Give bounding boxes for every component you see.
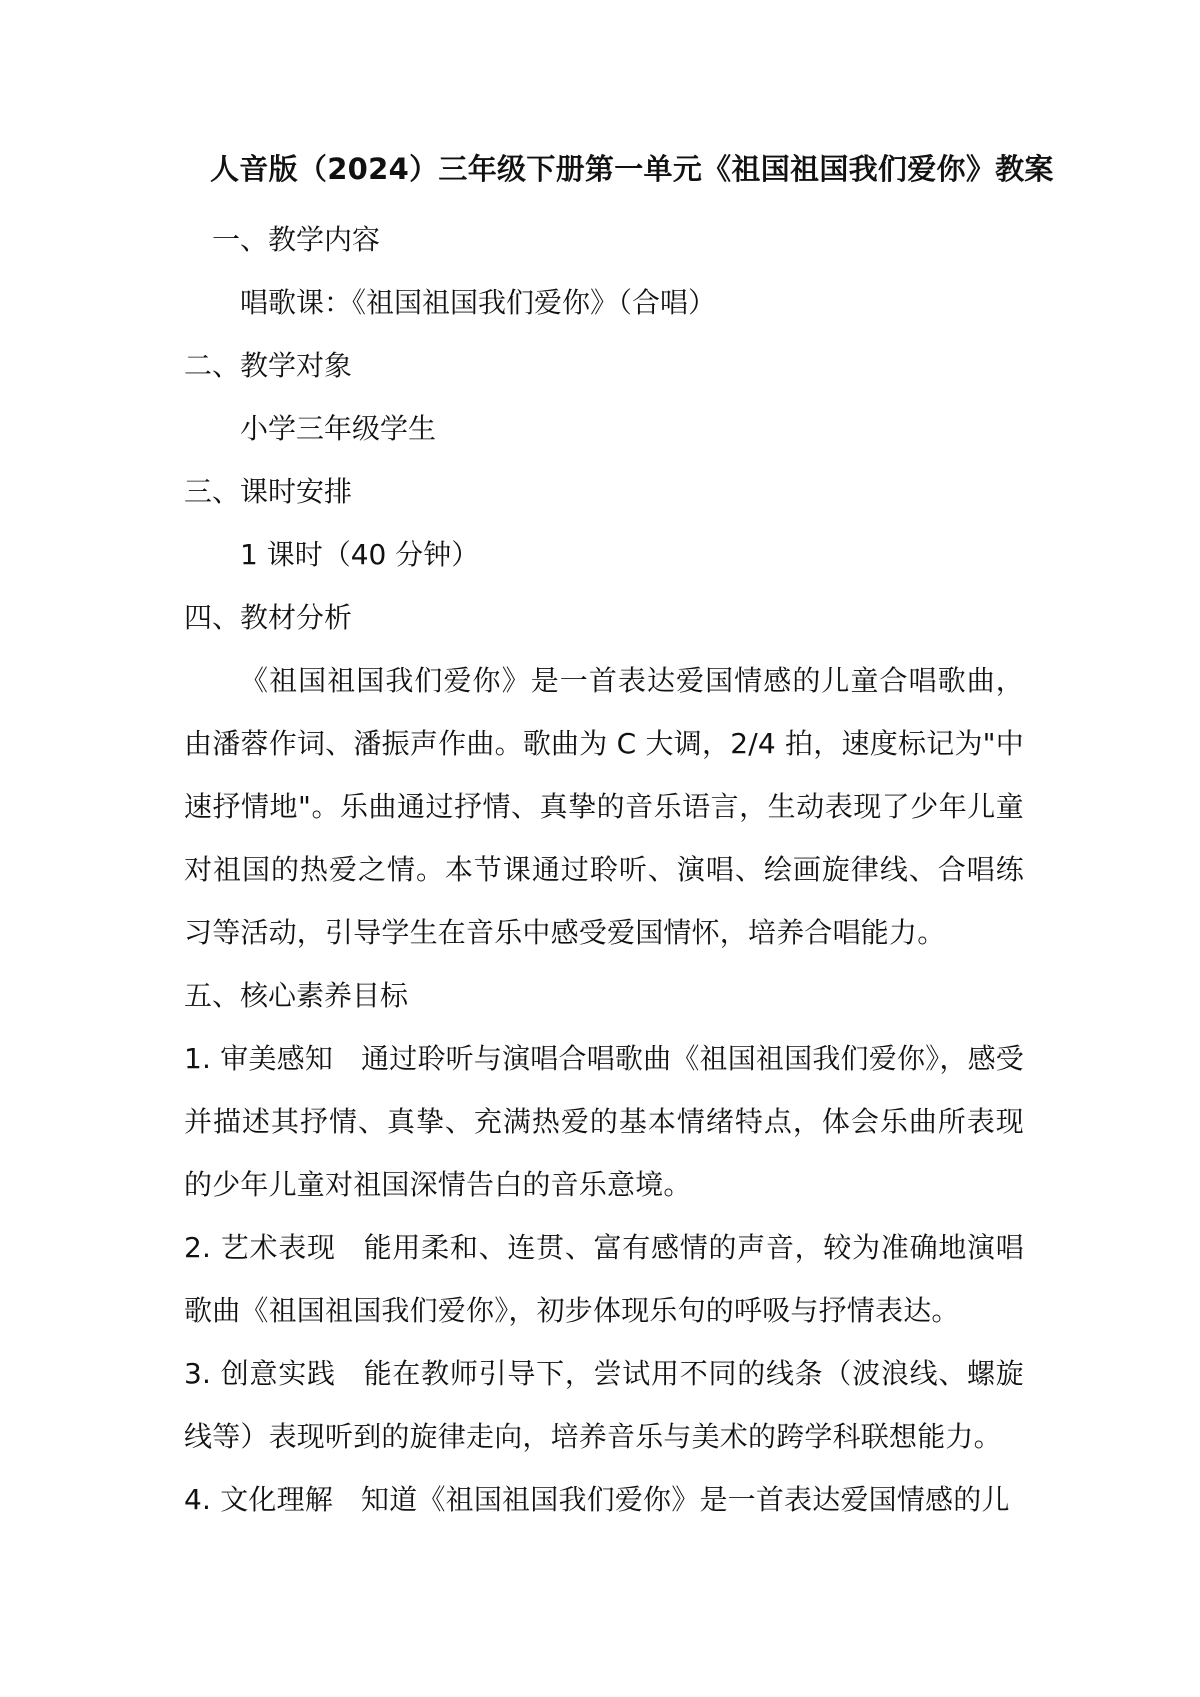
- goal-term: 文化理解: [220, 1483, 334, 1516]
- goal-text: 能用柔和、连贯、富有感情的声音，较为准确地演唱歌曲《祖国祖国我们爱你》，初步体现乐句的呼吸与抒情表达。: [184, 1231, 1024, 1327]
- goal-term: 审美感知: [220, 1042, 334, 1075]
- goal-number: 4.: [184, 1483, 212, 1516]
- goal-text: 能在教师引导下，尝试用不同的线条（波浪线、螺旋线等）表现听到的旋律走向，培养音乐与美术的跨学科联想能力。: [184, 1357, 1024, 1453]
- goal-term: 创意实践: [220, 1357, 336, 1390]
- goal-text: 知道《祖国祖国我们爱你》是一首表达爱国情感的儿: [361, 1483, 1010, 1516]
- section-heading-analysis: 四、教材分析: [184, 601, 353, 634]
- section-heading-content: 一、教学内容: [212, 223, 381, 256]
- document-title: 人音版（2024）三年级下册第一单元《祖国祖国我们爱你》教案: [210, 152, 1054, 186]
- goal-number: 1.: [184, 1042, 212, 1075]
- goal-item-expression: [184, 1216, 1024, 1342]
- section-heading-schedule: 三、课时安排: [184, 475, 353, 508]
- goal-number: 3.: [184, 1357, 212, 1390]
- section-body-audience: 小学三年级学生: [240, 412, 437, 445]
- section-heading-audience: 二、教学对象: [184, 349, 353, 382]
- goal-item-culture: [184, 1468, 1024, 1531]
- goal-item-aesthetic: [184, 1027, 1024, 1216]
- goal-item-creative: [184, 1342, 1024, 1468]
- goal-number: 2.: [184, 1231, 212, 1264]
- document-content: [184, 150, 1054, 1531]
- goal-term: 艺术表现: [220, 1231, 336, 1264]
- section-heading-goals: 五、核心素养目标: [184, 979, 409, 1012]
- section-body-content: 唱歌课：《祖国祖国我们爱你》（合唱）: [240, 286, 717, 319]
- section-body-analysis: 《祖国祖国我们爱你》是一首表达爱国情感的儿童合唱歌曲，由潘蓉作词、潘振声作曲。歌曲为 C 大调，2/4 拍，速度标记为"中速抒情地"。乐曲通过抒情、真挚的音乐语言，生动表现了少年儿童对祖国的热爱之情。本节课通过聆听、演唱、绘画旋律线、合唱练习等活动，引导学生在音乐中感受爱国情怀，培养合唱能力。: [184, 664, 1024, 949]
- section-body-schedule: 1 课时（40 分钟）: [240, 538, 480, 571]
- goal-text: 通过聆听与演唱合唱歌曲《祖国祖国我们爱你》，感受并描述其抒情、真挚、充满热爱的基本情绪特点，体会乐曲所表现的少年儿童对祖国深情告白的音乐意境。: [184, 1042, 1024, 1201]
